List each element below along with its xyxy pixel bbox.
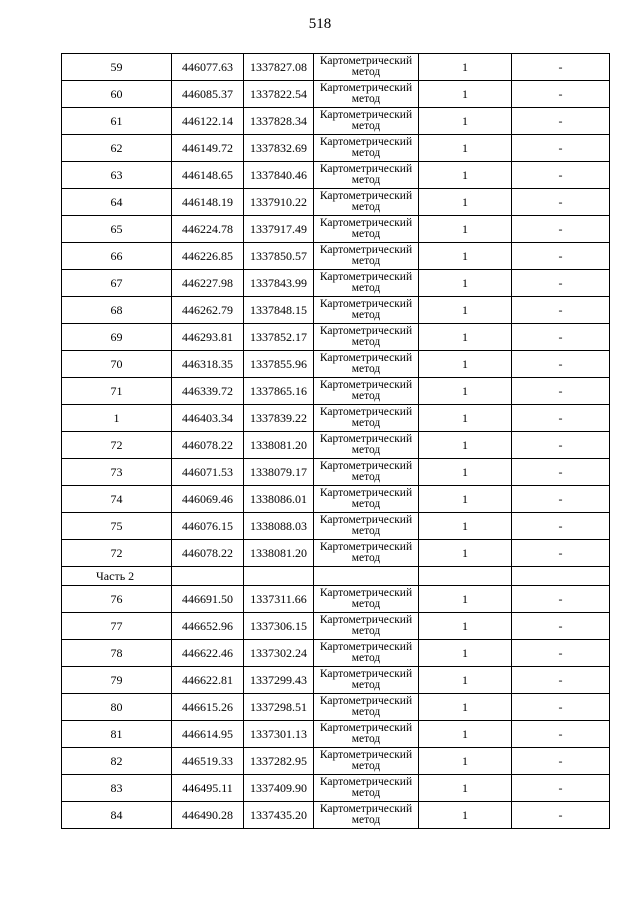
accuracy-cell: 1 xyxy=(419,586,512,613)
method-cell xyxy=(314,162,419,189)
x-coordinate-cell: 446122.14 xyxy=(172,108,244,135)
accuracy-cell: 1 xyxy=(419,405,512,432)
x-coordinate-cell: 446262.79 xyxy=(172,297,244,324)
accuracy-cell: 1 xyxy=(419,378,512,405)
method-cell xyxy=(314,54,419,81)
x-coordinate-cell: 446148.19 xyxy=(172,189,244,216)
point-number-cell: 73 xyxy=(62,459,172,486)
accuracy-cell: 1 xyxy=(419,81,512,108)
table-row xyxy=(62,613,610,640)
table-row xyxy=(62,189,610,216)
y-coordinate-cell: 1338081.20 xyxy=(244,432,314,459)
table-row xyxy=(62,135,610,162)
x-coordinate-cell: 446085.37 xyxy=(172,81,244,108)
point-number-cell: 67 xyxy=(62,270,172,297)
note-cell: - xyxy=(512,775,610,802)
note-cell: - xyxy=(512,540,610,567)
method-text-line-2: метод xyxy=(351,625,381,637)
coordinates-table-part-1 xyxy=(62,54,610,567)
accuracy-cell: 1 xyxy=(419,513,512,540)
method-text-line-1: Картометрический xyxy=(319,379,413,391)
note-cell: - xyxy=(512,802,610,829)
table-row xyxy=(62,586,610,613)
method-cell xyxy=(314,748,419,775)
method-text-line-2: метод xyxy=(351,363,381,375)
empty-cell xyxy=(172,567,244,586)
method-text-line-2: метод xyxy=(351,174,381,186)
method-text-line-2: метод xyxy=(351,309,381,321)
x-coordinate-cell: 446226.85 xyxy=(172,243,244,270)
method-cell xyxy=(314,297,419,324)
method-text-line-2: метод xyxy=(351,525,381,537)
x-coordinate-cell: 446148.65 xyxy=(172,162,244,189)
method-text-line-1: Картометрический xyxy=(319,487,413,499)
empty-cell xyxy=(314,567,419,586)
method-text-line-1: Картометрический xyxy=(319,614,413,626)
y-coordinate-cell: 1337435.20 xyxy=(244,802,314,829)
method-text-line-2: метод xyxy=(351,390,381,402)
method-text-line-2: метод xyxy=(351,471,381,483)
note-cell: - xyxy=(512,640,610,667)
accuracy-cell: 1 xyxy=(419,270,512,297)
table-row xyxy=(62,540,610,567)
method-text-line-2: метод xyxy=(351,814,381,826)
method-text-line-2: метод xyxy=(351,417,381,429)
method-cell xyxy=(314,243,419,270)
method-text-line-1: Картометрический xyxy=(319,641,413,653)
table-row xyxy=(62,297,610,324)
point-number-cell: 70 xyxy=(62,351,172,378)
x-coordinate-cell: 446519.33 xyxy=(172,748,244,775)
table-row xyxy=(62,748,610,775)
method-text-line-1: Картометрический xyxy=(319,136,413,148)
method-cell xyxy=(314,459,419,486)
method-text-line-1: Картометрический xyxy=(319,460,413,472)
note-cell: - xyxy=(512,297,610,324)
y-coordinate-cell: 1337848.15 xyxy=(244,297,314,324)
method-text-line-1: Картометрический xyxy=(319,776,413,788)
method-text-line-1: Картометрический xyxy=(319,352,413,364)
accuracy-cell: 1 xyxy=(419,694,512,721)
point-number-cell: 59 xyxy=(62,54,172,81)
coordinates-table xyxy=(61,53,610,829)
table-row xyxy=(62,54,610,81)
x-coordinate-cell: 446078.22 xyxy=(172,540,244,567)
method-cell xyxy=(314,486,419,513)
x-coordinate-cell: 446078.22 xyxy=(172,432,244,459)
point-number-cell: 62 xyxy=(62,135,172,162)
method-text-line-2: метод xyxy=(351,760,381,772)
point-number-cell: 60 xyxy=(62,81,172,108)
y-coordinate-cell: 1337311.66 xyxy=(244,586,314,613)
accuracy-cell: 1 xyxy=(419,667,512,694)
note-cell: - xyxy=(512,513,610,540)
table-row xyxy=(62,81,610,108)
point-number-cell: 81 xyxy=(62,721,172,748)
x-coordinate-cell: 446691.50 xyxy=(172,586,244,613)
y-coordinate-cell: 1337827.08 xyxy=(244,54,314,81)
method-text-line-1: Картометрический xyxy=(319,433,413,445)
method-cell xyxy=(314,378,419,405)
y-coordinate-cell: 1337843.99 xyxy=(244,270,314,297)
point-number-cell: 66 xyxy=(62,243,172,270)
method-cell xyxy=(314,81,419,108)
page-number: 518 xyxy=(308,16,332,32)
accuracy-cell: 1 xyxy=(419,748,512,775)
accuracy-cell: 1 xyxy=(419,54,512,81)
y-coordinate-cell: 1337840.46 xyxy=(244,162,314,189)
accuracy-cell: 1 xyxy=(419,108,512,135)
y-coordinate-cell: 1337865.16 xyxy=(244,378,314,405)
method-text-line-1: Картометрический xyxy=(319,541,413,553)
point-number-cell: 76 xyxy=(62,586,172,613)
point-number-cell: 74 xyxy=(62,486,172,513)
method-cell xyxy=(314,775,419,802)
y-coordinate-cell: 1337306.15 xyxy=(244,613,314,640)
y-coordinate-cell: 1337852.17 xyxy=(244,324,314,351)
point-number-cell: 71 xyxy=(62,378,172,405)
method-text-line-2: метод xyxy=(351,498,381,510)
method-text-line-2: метод xyxy=(351,201,381,213)
table-row xyxy=(62,270,610,297)
method-text-line-1: Картометрический xyxy=(319,803,413,815)
point-number-cell: 63 xyxy=(62,162,172,189)
point-number-cell: 77 xyxy=(62,613,172,640)
method-text-line-1: Картометрический xyxy=(319,109,413,121)
accuracy-cell: 1 xyxy=(419,775,512,802)
point-number-cell: 69 xyxy=(62,324,172,351)
x-coordinate-cell: 446652.96 xyxy=(172,613,244,640)
x-coordinate-cell: 446622.81 xyxy=(172,667,244,694)
point-number-cell: 64 xyxy=(62,189,172,216)
accuracy-cell: 1 xyxy=(419,162,512,189)
coordinates-table-part-2 xyxy=(62,586,610,829)
table-row xyxy=(62,243,610,270)
y-coordinate-cell: 1337917.49 xyxy=(244,216,314,243)
y-coordinate-cell: 1337299.43 xyxy=(244,667,314,694)
accuracy-cell: 1 xyxy=(419,486,512,513)
method-text-line-2: метод xyxy=(351,282,381,294)
x-coordinate-cell: 446076.15 xyxy=(172,513,244,540)
x-coordinate-cell: 446614.95 xyxy=(172,721,244,748)
accuracy-cell: 1 xyxy=(419,721,512,748)
empty-cell xyxy=(512,567,610,586)
point-number-cell: 82 xyxy=(62,748,172,775)
x-coordinate-cell: 446224.78 xyxy=(172,216,244,243)
accuracy-cell: 1 xyxy=(419,216,512,243)
method-text-line-2: метод xyxy=(351,120,381,132)
y-coordinate-cell: 1338079.17 xyxy=(244,459,314,486)
accuracy-cell: 1 xyxy=(419,351,512,378)
note-cell: - xyxy=(512,81,610,108)
accuracy-cell: 1 xyxy=(419,459,512,486)
method-cell xyxy=(314,802,419,829)
method-cell xyxy=(314,586,419,613)
method-cell xyxy=(314,324,419,351)
method-text-line-1: Картометрический xyxy=(319,722,413,734)
method-text-line-1: Картометрический xyxy=(319,749,413,761)
table-row xyxy=(62,775,610,802)
method-cell xyxy=(314,513,419,540)
x-coordinate-cell: 446149.72 xyxy=(172,135,244,162)
method-cell xyxy=(314,432,419,459)
table-row xyxy=(62,721,610,748)
method-text-line-1: Картометрический xyxy=(319,217,413,229)
point-number-cell: 79 xyxy=(62,667,172,694)
method-text-line-1: Картометрический xyxy=(319,55,413,67)
point-number-cell: 72 xyxy=(62,540,172,567)
point-number-cell: 75 xyxy=(62,513,172,540)
y-coordinate-cell: 1337301.13 xyxy=(244,721,314,748)
note-cell: - xyxy=(512,351,610,378)
x-coordinate-cell: 446227.98 xyxy=(172,270,244,297)
y-coordinate-cell: 1337850.57 xyxy=(244,243,314,270)
y-coordinate-cell: 1338086.01 xyxy=(244,486,314,513)
table-row xyxy=(62,694,610,721)
method-text-line-1: Картометрический xyxy=(319,82,413,94)
point-number-cell: 84 xyxy=(62,802,172,829)
x-coordinate-cell: 446077.63 xyxy=(172,54,244,81)
section-row-container xyxy=(62,567,610,586)
note-cell: - xyxy=(512,459,610,486)
note-cell: - xyxy=(512,270,610,297)
table-row xyxy=(62,351,610,378)
y-coordinate-cell: 1337839.22 xyxy=(244,405,314,432)
method-text-line-1: Картометрический xyxy=(319,514,413,526)
x-coordinate-cell: 446615.26 xyxy=(172,694,244,721)
method-text-line-1: Картометрический xyxy=(319,695,413,707)
note-cell: - xyxy=(512,135,610,162)
accuracy-cell: 1 xyxy=(419,540,512,567)
section-row xyxy=(62,567,610,586)
method-text-line-2: метод xyxy=(351,228,381,240)
note-cell: - xyxy=(512,748,610,775)
x-coordinate-cell: 446071.53 xyxy=(172,459,244,486)
y-coordinate-cell: 1337302.24 xyxy=(244,640,314,667)
table-row xyxy=(62,108,610,135)
y-coordinate-cell: 1337409.90 xyxy=(244,775,314,802)
x-coordinate-cell: 446403.34 xyxy=(172,405,244,432)
note-cell: - xyxy=(512,613,610,640)
point-number-cell: 72 xyxy=(62,432,172,459)
method-cell xyxy=(314,405,419,432)
accuracy-cell: 1 xyxy=(419,640,512,667)
table-row xyxy=(62,459,610,486)
x-coordinate-cell: 446069.46 xyxy=(172,486,244,513)
method-text-line-1: Картометрический xyxy=(319,325,413,337)
note-cell: - xyxy=(512,586,610,613)
method-text-line-2: метод xyxy=(351,679,381,691)
method-cell xyxy=(314,721,419,748)
note-cell: - xyxy=(512,721,610,748)
method-cell xyxy=(314,351,419,378)
accuracy-cell: 1 xyxy=(419,432,512,459)
y-coordinate-cell: 1337828.34 xyxy=(244,108,314,135)
method-cell xyxy=(314,216,419,243)
method-text-line-2: метод xyxy=(351,66,381,78)
y-coordinate-cell: 1337832.69 xyxy=(244,135,314,162)
empty-cell xyxy=(419,567,512,586)
method-text-line-2: метод xyxy=(351,552,381,564)
note-cell: - xyxy=(512,108,610,135)
method-text-line-2: метод xyxy=(351,444,381,456)
table-row xyxy=(62,324,610,351)
note-cell: - xyxy=(512,667,610,694)
table-row xyxy=(62,667,610,694)
method-text-line-1: Картометрический xyxy=(319,190,413,202)
point-number-cell: 65 xyxy=(62,216,172,243)
method-text-line-2: метод xyxy=(351,706,381,718)
method-cell xyxy=(314,108,419,135)
method-text-line-1: Картометрический xyxy=(319,244,413,256)
method-text-line-2: метод xyxy=(351,147,381,159)
method-cell xyxy=(314,613,419,640)
method-cell xyxy=(314,189,419,216)
method-text-line-2: метод xyxy=(351,598,381,610)
table-row xyxy=(62,513,610,540)
method-cell xyxy=(314,694,419,721)
section-label: Часть 2 xyxy=(62,567,172,586)
method-text-line-1: Картометрический xyxy=(319,587,413,599)
method-text-line-1: Картометрический xyxy=(319,406,413,418)
method-text-line-1: Картометрический xyxy=(319,163,413,175)
accuracy-cell: 1 xyxy=(419,243,512,270)
y-coordinate-cell: 1338081.20 xyxy=(244,540,314,567)
y-coordinate-cell: 1337298.51 xyxy=(244,694,314,721)
x-coordinate-cell: 446293.81 xyxy=(172,324,244,351)
note-cell: - xyxy=(512,324,610,351)
method-text-line-2: метод xyxy=(351,336,381,348)
table-row xyxy=(62,640,610,667)
method-text-line-2: метод xyxy=(351,652,381,664)
method-text-line-2: метод xyxy=(351,255,381,267)
point-number-cell: 68 xyxy=(62,297,172,324)
table-row xyxy=(62,216,610,243)
table-row xyxy=(62,405,610,432)
note-cell: - xyxy=(512,216,610,243)
accuracy-cell: 1 xyxy=(419,297,512,324)
x-coordinate-cell: 446339.72 xyxy=(172,378,244,405)
accuracy-cell: 1 xyxy=(419,802,512,829)
method-text-line-1: Картометрический xyxy=(319,298,413,310)
y-coordinate-cell: 1337855.96 xyxy=(244,351,314,378)
table-row xyxy=(62,486,610,513)
method-cell xyxy=(314,640,419,667)
method-cell xyxy=(314,270,419,297)
y-coordinate-cell: 1337282.95 xyxy=(244,748,314,775)
table-row xyxy=(62,162,610,189)
x-coordinate-cell: 446318.35 xyxy=(172,351,244,378)
y-coordinate-cell: 1338088.03 xyxy=(244,513,314,540)
table-row xyxy=(62,432,610,459)
method-text-line-2: метод xyxy=(351,733,381,745)
table-row xyxy=(62,378,610,405)
method-text-line-1: Картометрический xyxy=(319,271,413,283)
note-cell: - xyxy=(512,486,610,513)
empty-cell xyxy=(244,567,314,586)
accuracy-cell: 1 xyxy=(419,135,512,162)
accuracy-cell: 1 xyxy=(419,189,512,216)
method-cell xyxy=(314,667,419,694)
point-number-cell: 83 xyxy=(62,775,172,802)
note-cell: - xyxy=(512,432,610,459)
y-coordinate-cell: 1337822.54 xyxy=(244,81,314,108)
point-number-cell: 78 xyxy=(62,640,172,667)
method-text-line-2: метод xyxy=(351,787,381,799)
table-row xyxy=(62,802,610,829)
accuracy-cell: 1 xyxy=(419,324,512,351)
method-text-line-2: метод xyxy=(351,93,381,105)
note-cell: - xyxy=(512,243,610,270)
note-cell: - xyxy=(512,405,610,432)
note-cell: - xyxy=(512,189,610,216)
x-coordinate-cell: 446490.28 xyxy=(172,802,244,829)
point-number-cell: 80 xyxy=(62,694,172,721)
method-text-line-1: Картометрический xyxy=(319,668,413,680)
method-cell xyxy=(314,135,419,162)
note-cell: - xyxy=(512,694,610,721)
accuracy-cell: 1 xyxy=(419,613,512,640)
y-coordinate-cell: 1337910.22 xyxy=(244,189,314,216)
note-cell: - xyxy=(512,162,610,189)
x-coordinate-cell: 446622.46 xyxy=(172,640,244,667)
note-cell: - xyxy=(512,378,610,405)
method-cell xyxy=(314,540,419,567)
note-cell: - xyxy=(512,54,610,81)
point-number-cell: 1 xyxy=(62,405,172,432)
point-number-cell: 61 xyxy=(62,108,172,135)
x-coordinate-cell: 446495.11 xyxy=(172,775,244,802)
